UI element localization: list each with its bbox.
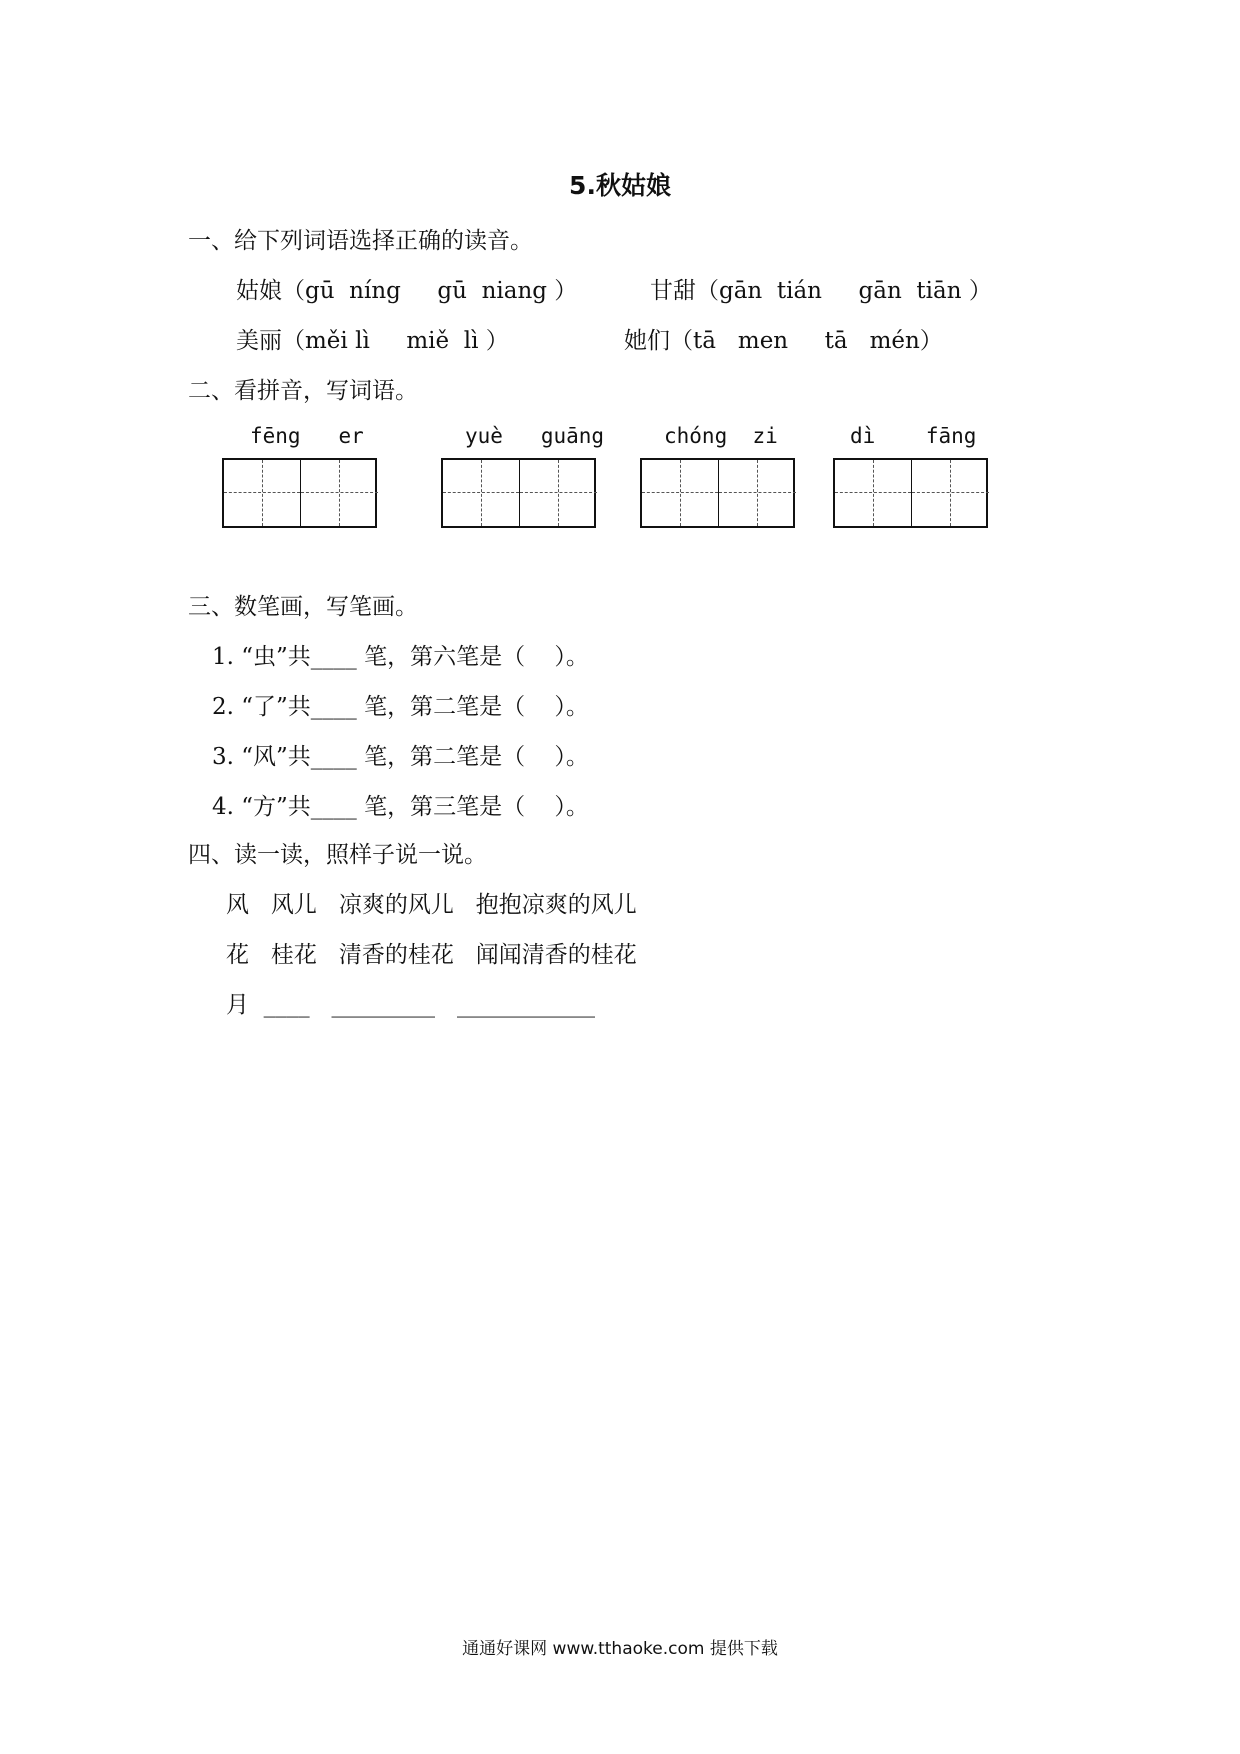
page-title: 5.秋姑娘 — [569, 171, 671, 200]
stroke-question: 3. “风”共____ 笔，第二笔是（ ）。 — [212, 744, 589, 770]
tianzi-cell[interactable] — [301, 460, 378, 526]
pinyin-label: dì fāng — [850, 424, 977, 448]
tianzi-cell[interactable] — [520, 460, 597, 526]
tianzi-grid[interactable] — [222, 458, 377, 528]
tianzi-cell[interactable] — [443, 460, 520, 526]
section1-row2-left: 美丽（měi lì miě lì ） — [236, 328, 509, 354]
tianzi-cell[interactable] — [835, 460, 912, 526]
tianzi-cell[interactable] — [642, 460, 719, 526]
phrase-row: 花 桂花 清香的桂花 闻闻清香的桂花 — [226, 942, 637, 968]
section2-heading: 二、看拼音，写词语。 — [188, 378, 418, 404]
section4-heading: 四、读一读，照样子说一说。 — [188, 842, 487, 868]
stroke-question: 4. “方”共____ 笔，第三笔是（ ）。 — [212, 794, 589, 820]
tianzi-grid[interactable] — [640, 458, 795, 528]
section3-heading: 三、数笔画，写笔画。 — [188, 594, 418, 620]
pinyin-label: yuè guāng — [465, 424, 605, 448]
section1-row1-right: 甘甜（gān tián gān tiān ） — [650, 278, 992, 304]
tianzi-cell[interactable] — [719, 460, 796, 526]
tianzi-grid[interactable] — [833, 458, 988, 528]
section1-row1-left: 姑娘（gū níng gū niang ） — [236, 278, 578, 304]
section1-heading: 一、给下列词语选择正确的读音。 — [188, 228, 533, 254]
phrase-row: 风 风儿 凉爽的风儿 抱抱凉爽的风儿 — [226, 892, 637, 918]
tianzi-cell[interactable] — [224, 460, 301, 526]
phrase-row-blank[interactable]: 月 ____ _________ ____________ — [226, 992, 595, 1018]
stroke-question: 1. “虫”共____ 笔，第六笔是（ ）。 — [212, 644, 589, 670]
pinyin-label: chóng zi — [664, 424, 778, 448]
tianzi-cell[interactable] — [912, 460, 989, 526]
tianzi-grid[interactable] — [441, 458, 596, 528]
stroke-question: 2. “了”共____ 笔，第二笔是（ ）。 — [212, 694, 589, 720]
footer-credit: 通通好课网 www.tthaoke.com 提供下载 — [462, 1639, 778, 1659]
pinyin-label: fēng er — [250, 424, 364, 448]
section1-row2-right: 她们（tā men tā mén） — [624, 328, 943, 354]
